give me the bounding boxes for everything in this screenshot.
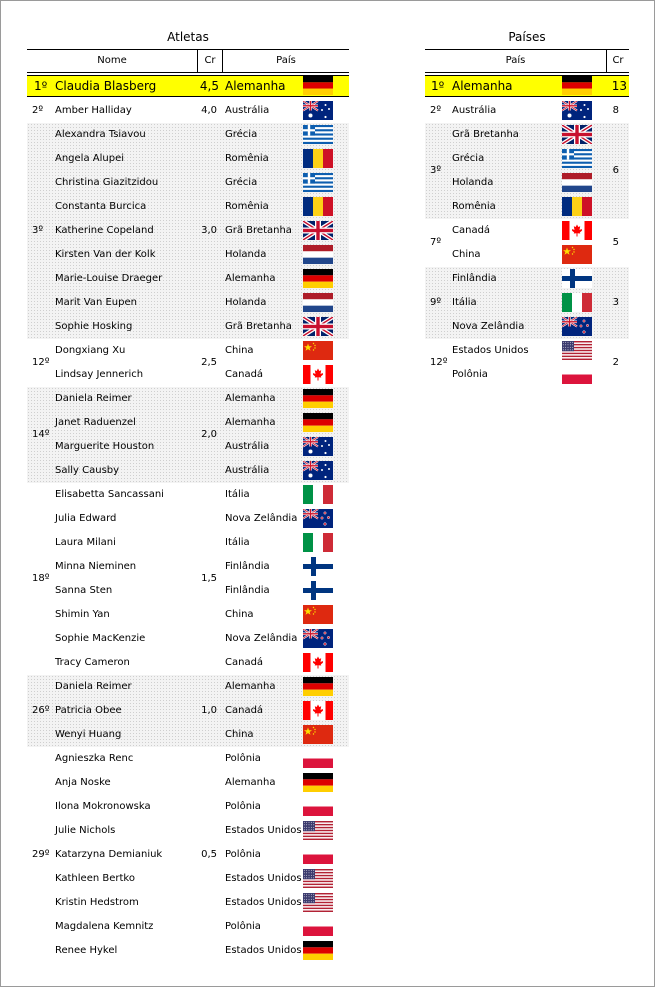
italy-flag-icon [562, 293, 592, 312]
country-name: Holanda [452, 177, 494, 188]
athlete-name: Sophie MacKenzie [55, 633, 146, 644]
countries-title: Países [508, 30, 546, 44]
poland-flag-icon [303, 749, 333, 768]
romania-flag-icon [303, 197, 333, 216]
athlete-name: Marguerite Houston [55, 441, 155, 452]
canada-flag-icon [303, 653, 333, 672]
athlete-name: Dongxiang Xu [55, 345, 126, 356]
greece-flag-icon [303, 125, 333, 144]
group-score: 0,5 [201, 849, 217, 860]
china-flag-icon [303, 341, 333, 360]
country-name: Alemanha [225, 273, 276, 284]
country-name: Alemanha [452, 79, 513, 93]
canada-flag-icon [562, 221, 592, 240]
group-score: 1,0 [201, 705, 217, 716]
country-name: Canadá [225, 657, 264, 668]
group-score: 3 [612, 297, 619, 308]
germany-flag-icon [303, 269, 333, 288]
athlete-name: Patricia Obee [55, 705, 122, 716]
athlete-name: Daniela Reimer [55, 393, 132, 404]
finland-flag-icon [562, 269, 592, 288]
group-score: 4,0 [201, 105, 217, 116]
germany-flag-icon [303, 389, 333, 408]
country-name: Finlândia [225, 561, 270, 572]
group-rank: 9º [430, 297, 442, 308]
country-name: Alemanha [225, 681, 276, 692]
group-rank: 26º [32, 705, 50, 716]
country-name: Grécia [452, 153, 485, 164]
athlete-name: Julie Nichols [55, 825, 116, 836]
usa-flag-icon [303, 893, 333, 912]
athlete-name: Katarzyna Demianiuk [55, 849, 163, 860]
athletes-header [27, 49, 349, 73]
country-name: Itália [452, 297, 477, 308]
athlete-name: Sophie Hosking [55, 321, 133, 332]
athlete-name: Alexandra Tsiavou [55, 129, 146, 140]
uk-flag-icon [303, 317, 333, 336]
country-name: Holanda [225, 297, 267, 308]
netherlands-flag-icon [562, 173, 592, 192]
header-name: Nome [97, 55, 127, 66]
country-name: China [225, 729, 254, 740]
country-name: Estados Unidos [225, 945, 302, 956]
country-name: Grécia [225, 177, 258, 188]
country-name: Estados Unidos [452, 345, 529, 356]
header-score: Cr [612, 55, 624, 66]
greece-flag-icon [562, 149, 592, 168]
china-flag-icon [303, 605, 333, 624]
country-name: Austrália [225, 105, 270, 116]
country-name: Itália [225, 537, 250, 548]
australia-flag-icon [303, 101, 333, 120]
finland-flag-icon [303, 557, 333, 576]
uk-flag-icon [562, 125, 592, 144]
germany-flag-icon [303, 941, 333, 960]
country-name: Polônia [225, 849, 261, 860]
rank: 1º [34, 79, 48, 93]
group-rank: 29º [32, 849, 50, 860]
canada-flag-icon [303, 365, 333, 384]
score: 13 [611, 79, 627, 93]
athlete-name: Constanta Burcica [55, 201, 147, 212]
country-name: Estados Unidos [225, 825, 302, 836]
athlete-name: Kirsten Van der Kolk [55, 249, 156, 260]
athlete-name: Minna Nieminen [55, 561, 137, 572]
group-score: 3,0 [201, 225, 217, 236]
rank: 1º [431, 79, 445, 93]
group-rank: 18º [32, 573, 50, 584]
group-score: 5 [612, 237, 619, 248]
germany-flag-icon [303, 773, 333, 792]
country-name: Canadá [225, 369, 264, 380]
header-score: Cr [204, 55, 216, 66]
country-name: China [225, 609, 254, 620]
group-score: 6 [612, 165, 619, 176]
group-rank: 12º [32, 357, 50, 368]
athlete-name: Elisabetta Sancassani [55, 489, 164, 500]
country-name: Polônia [452, 369, 488, 380]
romania-flag-icon [562, 197, 592, 216]
country-name: Canadá [452, 225, 491, 236]
country-name: Romênia [225, 153, 269, 164]
athlete-name: Lindsay Jennerich [55, 369, 144, 380]
athlete-name: Angela Alupei [55, 153, 124, 164]
group-score: 8 [612, 105, 619, 116]
country-name: Alemanha [225, 417, 276, 428]
country-name: Holanda [225, 249, 267, 260]
header-country: País [505, 55, 526, 66]
germany-flag-icon [303, 413, 333, 432]
athletes-title: Atletas [167, 30, 209, 44]
usa-flag-icon [562, 341, 592, 360]
netherlands-flag-icon [303, 293, 333, 312]
athlete-name: Julia Edward [55, 513, 117, 524]
australia-flag-icon [303, 437, 333, 456]
athlete-name: Marit Van Eupen [55, 297, 137, 308]
athlete-name: Sanna Sten [55, 585, 113, 596]
group-rank: 2º [430, 105, 442, 116]
group-score: 2,0 [201, 429, 217, 440]
group-rank: 2º [32, 105, 44, 116]
germany-flag-icon [303, 677, 333, 696]
country-name: Alemanha [225, 393, 276, 404]
athlete-name: Anja Noske [55, 777, 111, 788]
country-name: Alemanha [225, 79, 286, 93]
athlete-name: Magdalena Kemnitz [55, 921, 154, 932]
country-name: Polônia [225, 753, 261, 764]
poland-flag-icon [562, 365, 592, 384]
athlete-name: Sally Causby [55, 465, 120, 476]
country-name: Austrália [452, 105, 497, 116]
finland-flag-icon [303, 581, 333, 600]
poland-flag-icon [303, 797, 333, 816]
country-name: Romênia [225, 201, 269, 212]
country-name: Nova Zelândia [452, 321, 525, 332]
athlete-name: Kathleen Bertko [55, 873, 135, 884]
country-name: Grécia [225, 129, 258, 140]
group-score: 2 [612, 357, 619, 368]
china-flag-icon [303, 725, 333, 744]
canada-flag-icon [303, 701, 333, 720]
greece-flag-icon [303, 173, 333, 192]
country-name: China [452, 249, 481, 260]
country-name: Alemanha [225, 777, 276, 788]
athlete-name: Christina Giazitzidou [55, 177, 159, 188]
country-name: Finlândia [225, 585, 270, 596]
poland-flag-icon [303, 917, 333, 936]
score: 4,5 [199, 79, 219, 93]
athlete-name: Daniela Reimer [55, 681, 132, 692]
usa-flag-icon [303, 821, 333, 840]
italy-flag-icon [303, 485, 333, 504]
group-rank: 12º [430, 357, 448, 368]
country-name: Nova Zelândia [225, 633, 298, 644]
athlete-name: Tracy Cameron [55, 657, 130, 668]
new-zealand-flag-icon [303, 509, 333, 528]
header-country: País [276, 55, 296, 66]
group-score: 1,5 [201, 573, 217, 584]
country-name: Grã Bretanha [452, 129, 519, 140]
group-rank: 3º [32, 225, 44, 236]
country-name: Grã Bretanha [225, 321, 292, 332]
athlete-name: Agnieszka Renc [55, 753, 134, 764]
athlete-name: Wenyi Huang [55, 729, 122, 740]
country-name: Itália [225, 489, 250, 500]
athlete-name: Marie-Louise Draeger [55, 273, 163, 284]
country-name: China [225, 345, 254, 356]
country-name: Polônia [225, 801, 261, 812]
usa-flag-icon [303, 869, 333, 888]
netherlands-flag-icon [303, 245, 333, 264]
country-name: Grã Bretanha [225, 225, 292, 236]
country-name: Polônia [225, 921, 261, 932]
australia-flag-icon [303, 461, 333, 480]
country-name: Estados Unidos [225, 873, 302, 884]
country-name: Canadá [225, 705, 264, 716]
germany-flag-icon [562, 76, 592, 95]
uk-flag-icon [303, 221, 333, 240]
country-name: Austrália [225, 441, 270, 452]
country-name: Nova Zelândia [225, 513, 298, 524]
new-zealand-flag-icon [303, 629, 333, 648]
athlete-name: Claudia Blasberg [55, 79, 157, 93]
country-name: Romênia [452, 201, 496, 212]
group-rank: 3º [430, 165, 442, 176]
romania-flag-icon [303, 149, 333, 168]
group-rank: 7º [430, 237, 442, 248]
germany-flag-icon [303, 76, 333, 95]
poland-flag-icon [303, 845, 333, 864]
group-score: 2,5 [201, 357, 217, 368]
australia-flag-icon [562, 101, 592, 120]
athlete-name: Kristin Hedstrom [55, 897, 139, 908]
italy-flag-icon [303, 533, 333, 552]
athlete-name: Renee Hykel [55, 945, 118, 956]
athlete-name: Katherine Copeland [55, 225, 154, 236]
new-zealand-flag-icon [562, 317, 592, 336]
china-flag-icon [562, 245, 592, 264]
athlete-name: Laura Milani [55, 537, 116, 548]
athlete-name: Janet Raduenzel [55, 417, 136, 428]
country-name: Finlândia [452, 273, 497, 284]
group-rank: 14º [32, 429, 50, 440]
athlete-name: Ilona Mokronowska [55, 801, 151, 812]
countries-header [425, 49, 629, 73]
athlete-name: Shimin Yan [55, 609, 110, 620]
athlete-name: Amber Halliday [55, 105, 132, 116]
country-name: Austrália [225, 465, 270, 476]
country-name: Estados Unidos [225, 897, 302, 908]
